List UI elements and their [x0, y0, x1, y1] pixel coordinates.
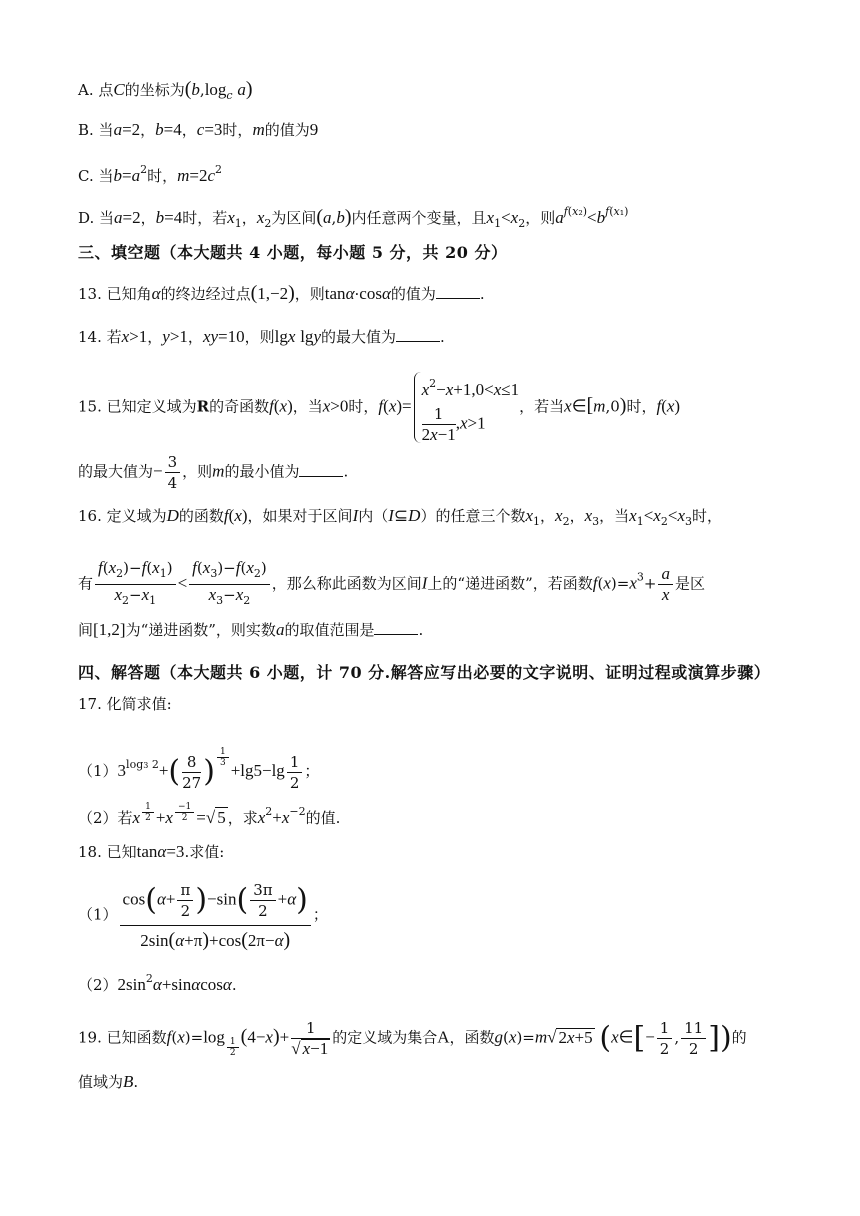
- answer-blank: [436, 284, 480, 299]
- question-17-part-1: $(1)3^{log3 2}+$( $\frac{8}{27}$ ) $^{\frac{1}{3}}$ +lg5−lg $\frac{1}{2}$ ；: [78, 746, 320, 792]
- answer-blank: [374, 620, 418, 635]
- section-title-answers: 四、解答题（本大题共 6 小题，计 70 分.解答应写出必要的文字说明、证明过程或演算步骤）: [78, 663, 771, 682]
- question-15: 15. 已知定义域为R的奇函数f(x)，当x>0时，f(x)= $x^2-x+1,0<x\le 1$ $\frac{1}{2x-1}$ ,x>1 ，若当x∈[m,0)时，f(x): [78, 370, 680, 445]
- question-18-stem: 18. 已知tanα=3.求值:: [78, 842, 225, 861]
- question-16-cont: 有 $\frac{f(x_2)-f(x_1)}{x_2-x_1}$ < $\frac{f(x_3)-f(x_2)}{x_3-x_2}$ ，那么称此函数为区间I上的“递进函数”，若函数$f(x)=x^3+$ $\frac{a}{x}$ 是区: [78, 558, 705, 607]
- question-18-part-2: $(2)2\sin^2\alpha+\sin\alpha\cos\alpha$.: [78, 972, 237, 994]
- option-a: A. 点C的坐标为($b,\log_c$ a): [78, 78, 253, 102]
- question-15-cont: 的最大值为− $\frac{3}{4}$ ，则m的最小值为 .: [78, 453, 349, 492]
- option-d: D. 当a=2，b=4时，若$x_1$，$x_2$为区间(a,b)内任意两个变量，且$x_1<x_2$，则$a^{f(x_2)}<b^{f(x_1)}$: [78, 205, 629, 230]
- question-14: 14. 若x>1，y>1，xy=10，则lgx lgy的最大值为 .: [78, 327, 445, 346]
- question-17-part-2: （2）若x $^{\frac{1}{2}}$ +x $^{\frac{-1}{2}}$ =√ 5 ，求$x^2+x^{-2}$的值.: [78, 801, 341, 827]
- section-title-fill-in: 三、填空题（本大题共 4 小题，每小题 5 分，共 20 分）: [78, 243, 508, 262]
- question-16: 16. 定义域为D的函数f(x)，如果对于区间I内（I⊆D）的任意三个数$x_1$，$x_2$，$x_3$，当$x_1<x_2<x_3$时，: [78, 506, 722, 528]
- piecewise-definition: $x^2-x+1,0<x\le 1$ $\frac{1}{2x-1}$ ,x>1: [412, 370, 520, 445]
- question-16-cont2: 间[1,2]为“递进函数”，则实数a的取值范围是 .: [78, 620, 424, 639]
- answer-blank: [396, 327, 440, 342]
- question-19: 19. 已知函数f(x)=log $_{\frac{1}{2}}$ (4−x)+ $\frac{1}{√ x-1}$ 的定义域为集合A，函数g(x)=m√ 2x+5 (x∈[− $\frac{1}{2}$ , $\frac{11}{2}$ ])的: [78, 1019, 747, 1058]
- question-17-stem: 17. 化简求值:: [78, 695, 172, 713]
- question-18-part-1: （1） cos(α+ $\frac{\pi}{2}$ )−sin( $\frac{3\pi}{2}$ +α) 2sin(α+π)+cos(2π−α) ；: [78, 881, 328, 951]
- answer-blank: [299, 462, 343, 477]
- option-b: B. 当a=2，b=4，c=3时，m的值为9: [78, 120, 319, 139]
- option-c: C. 当$b=a^2$时，$m=2c^2$: [78, 163, 223, 185]
- question-19-cont: 值域为B.: [78, 1072, 139, 1091]
- question-13: 13. 已知角α的终边经过点(1,−2)，则tanα·cosα的值为 .: [78, 282, 485, 304]
